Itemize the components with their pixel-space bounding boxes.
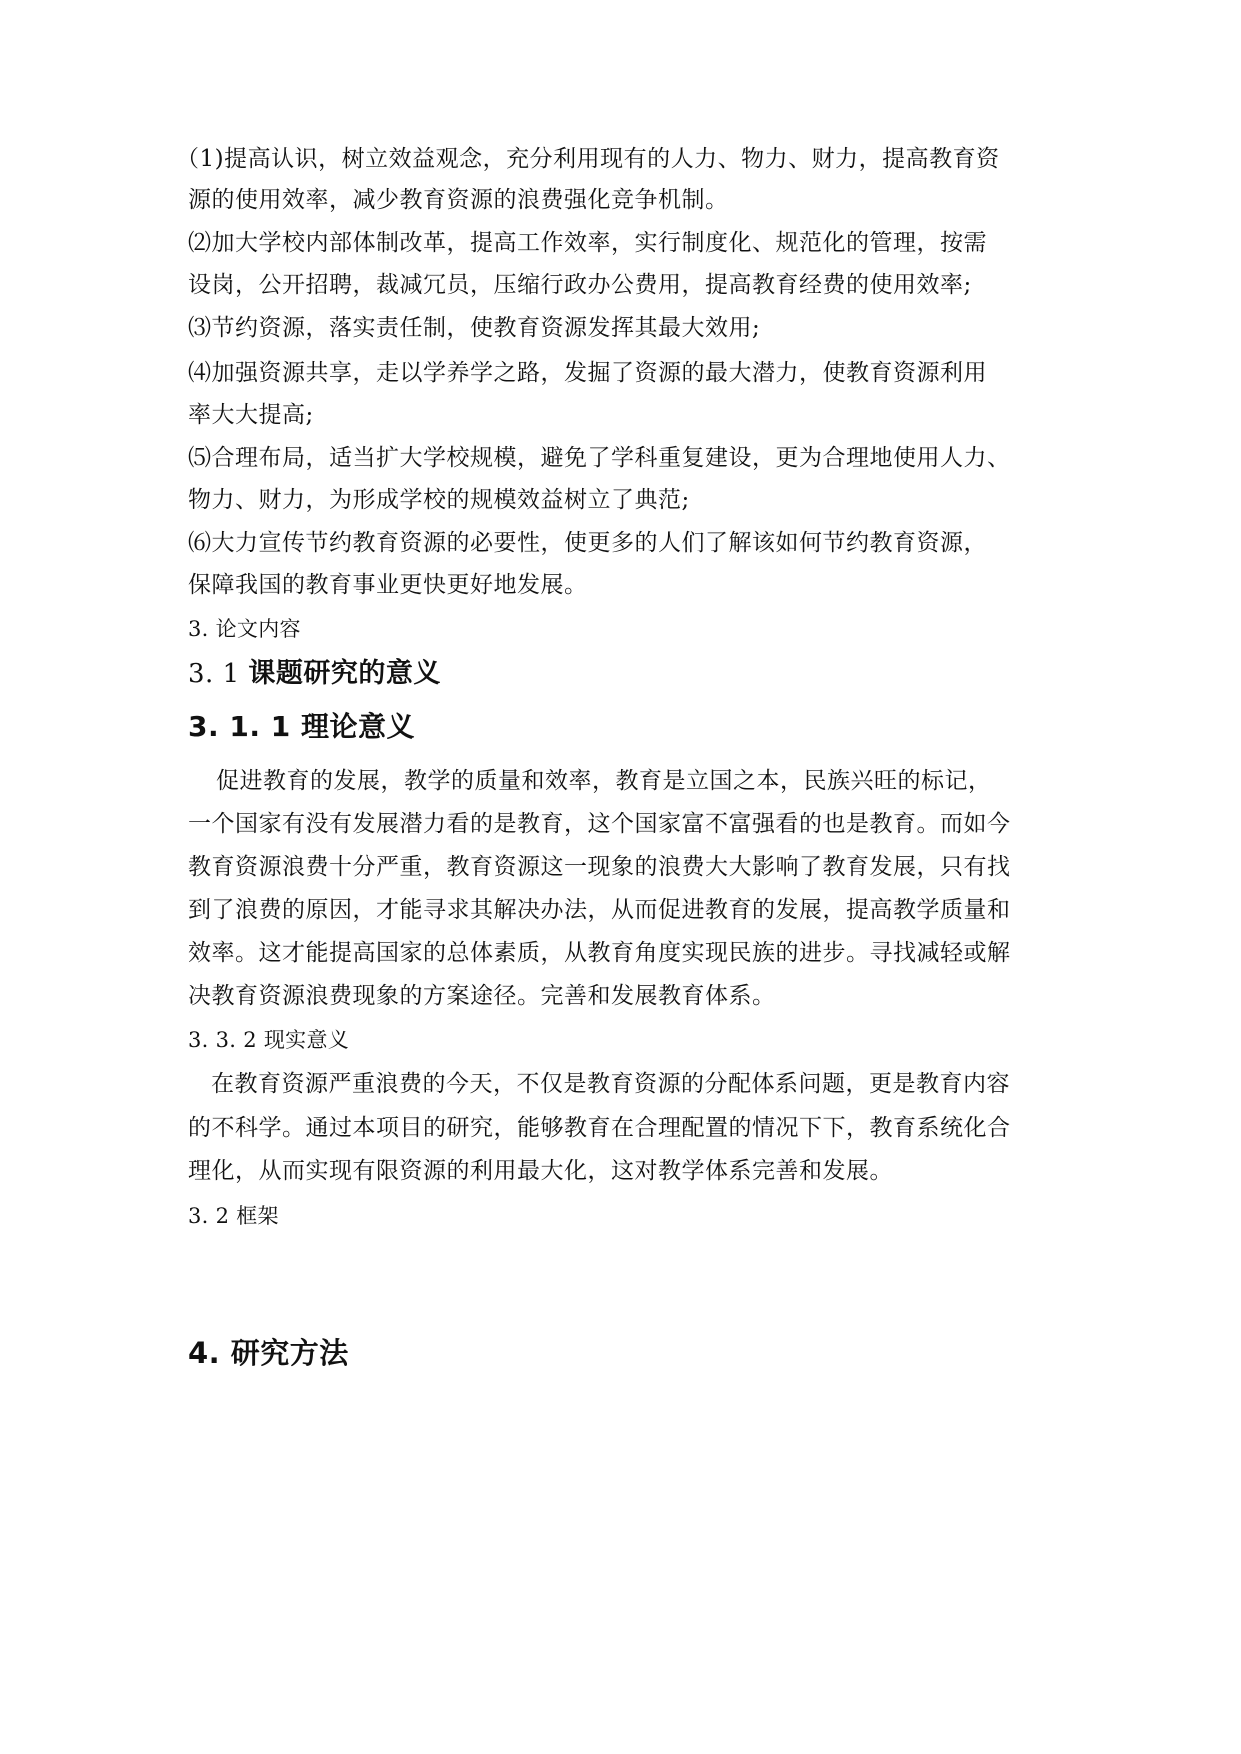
- list-item-1-line-2: 源的使用效率，减少教育资源的浪费强化竞争机制。: [188, 187, 729, 213]
- theory-paragraph-line-1: 促进教育的发展，教学的质量和效率，教育是立国之本，民族兴旺的标记，: [216, 768, 992, 794]
- list-item-4-line-2: 率大大提高;: [188, 402, 314, 428]
- section-3-1-number: 3. 1: [188, 659, 249, 689]
- list-item-2-line-1: ⑵加大学校内部体制改革，提高工作效率，实行制度化、规范化的管理，按需: [188, 230, 987, 256]
- list-item-6-line-1: ⑹大力宣传节约教育资源的必要性，使更多的人们了解该如何节约教育资源，: [188, 530, 987, 556]
- list-item-4-line-1: ⑷加强资源共享，走以学养学之路，发掘了资源的最大潜力，使教育资源利用: [188, 360, 987, 386]
- section-3-1-1-heading: 3. 1. 1 理论意义: [188, 710, 415, 743]
- section-4-heading: 4. 研究方法: [188, 1336, 349, 1370]
- list-item-5-line-1: ⑸合理布局，适当扩大学校规模，避免了学科重复建设，更为合理地使用人力、: [188, 445, 1011, 471]
- list-item-1-line-1: （1)提高认识，树立效益观念，充分利用现有的人力、物力、财力，提高教育资: [176, 146, 1000, 172]
- section-3-1-heading: [188, 659, 441, 689]
- section-3-2-heading: 3. 2 框架: [188, 1204, 279, 1228]
- list-item-5-line-2: 物力、财力，为形成学校的规模效益树立了典范;: [188, 487, 690, 513]
- theory-paragraph-line-3: 教育资源浪费十分严重，教育资源这一现象的浪费大大影响了教育发展，只有找: [188, 854, 1011, 880]
- section-3-1-title: 课题研究的意义: [248, 658, 441, 689]
- list-item-6-line-2: 保障我国的教育事业更快更好地发展。: [188, 572, 588, 598]
- list-item-3-line-1: ⑶节约资源，落实责任制，使教育资源发挥其最大效用;: [188, 315, 761, 341]
- practical-paragraph-line-1: 在教育资源严重浪费的今天，不仅是教育资源的分配体系问题，更是教育内容: [211, 1071, 1010, 1097]
- theory-paragraph-line-6: 决教育资源浪费现象的方案途径。完善和发展教育体系。: [188, 983, 776, 1009]
- practical-paragraph-line-3: 理化，从而实现有限资源的利用最大化，这对教学体系完善和发展。: [188, 1158, 893, 1184]
- list-item-2-line-2: 设岗，公开招聘，裁减冗员，压缩行政办公费用，提高教育经费的使用效率;: [188, 272, 972, 298]
- section-3-heading: 3. 论文内容: [188, 617, 301, 641]
- section-3-3-2-heading: 3. 3. 2 现实意义: [188, 1028, 350, 1052]
- theory-paragraph-line-5: 效率。这才能提高国家的总体素质，从教育角度实现民族的进步。寻找减轻或解: [188, 940, 1011, 966]
- theory-paragraph-line-4: 到了浪费的原因，才能寻求其解决办法，从而促进教育的发展，提高教学质量和: [188, 897, 1011, 923]
- practical-paragraph-line-2: 的不科学。通过本项目的研究，能够教育在合理配置的情况下下，教育系统化合: [188, 1115, 1011, 1141]
- theory-paragraph-line-2: 一个国家有没有发展潜力看的是教育，这个国家富不富强看的也是教育。而如今: [188, 811, 1011, 837]
